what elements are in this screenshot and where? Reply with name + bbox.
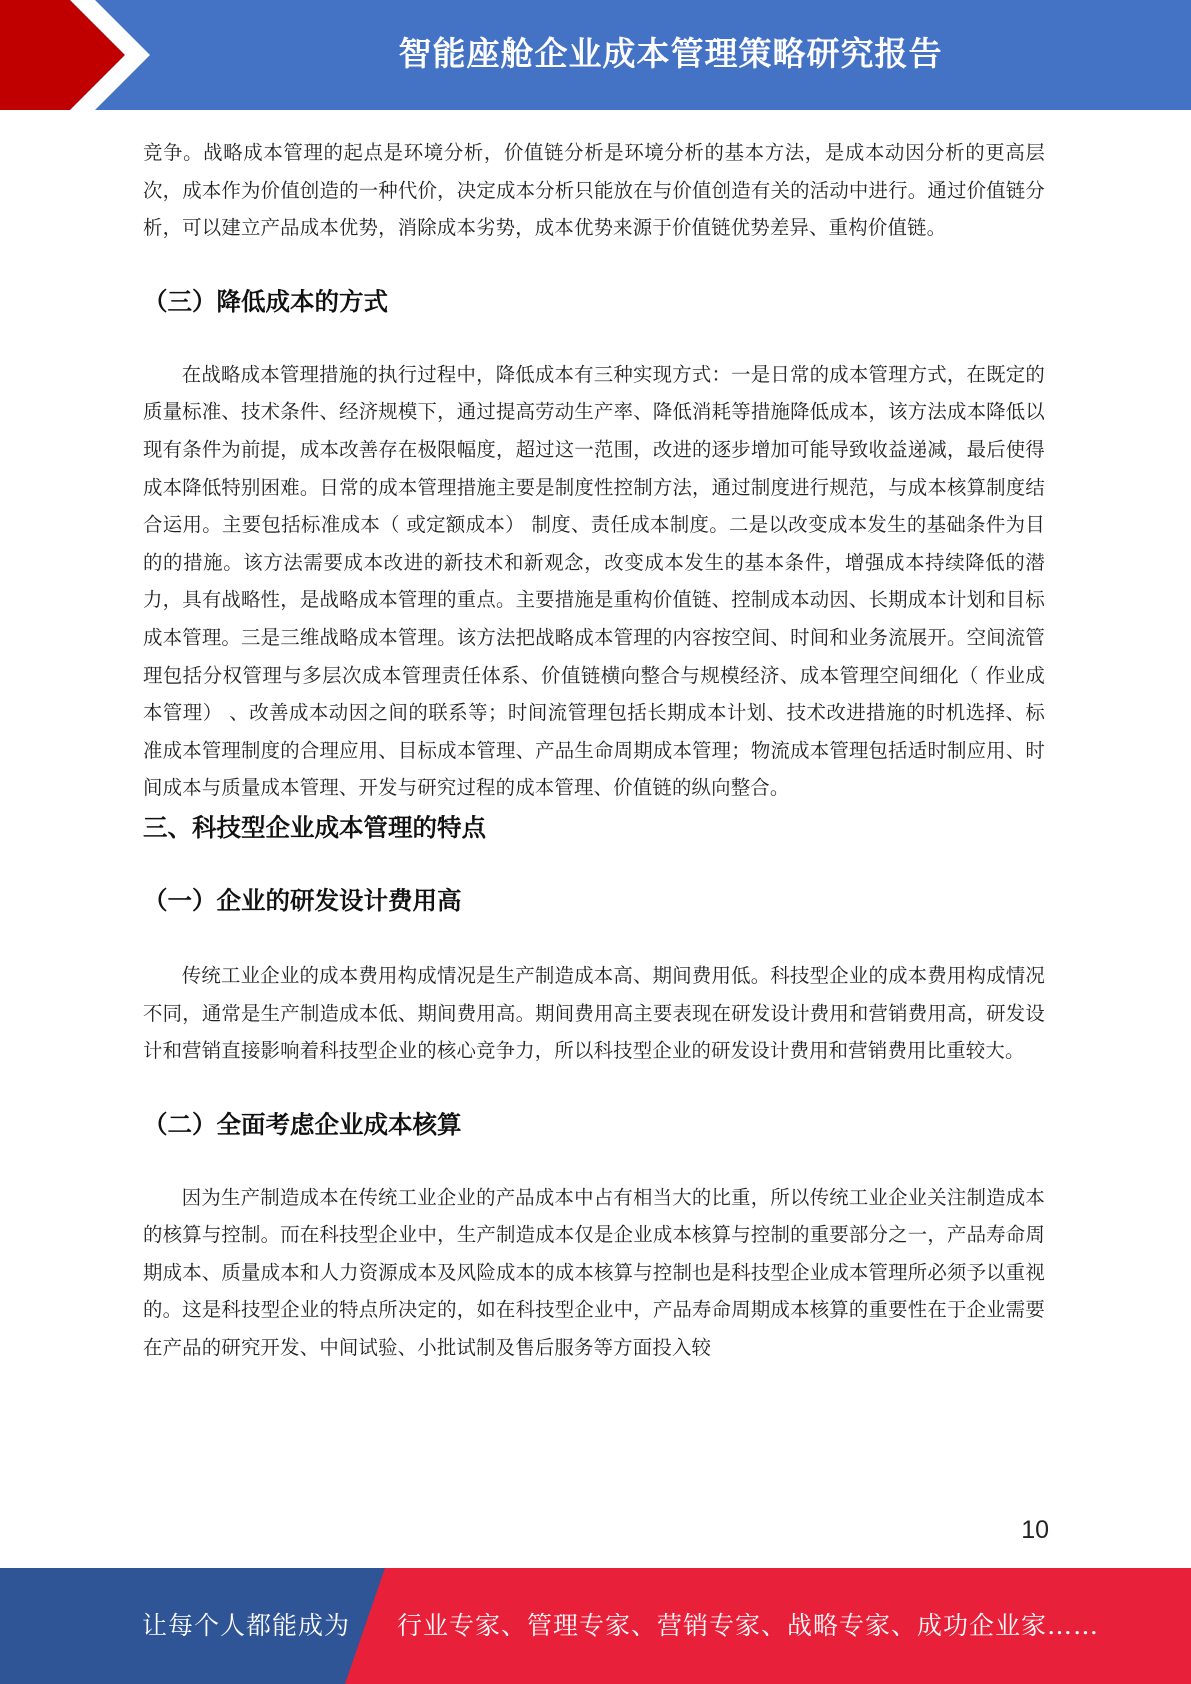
page-footer — [0, 1568, 1191, 1684]
body-paragraph-reduce-cost: 在战略成本管理措施的执行过程中，降低成本有三种实现方式：一是日常的成本管理方式，在既定的质量标准、技术条件、经济规模下，通过提高劳动生产率、降低消耗等措施降低成本，该方法成本降低以现有条件为前提，成本改善存在极限幅度，超过这一范围，改进的逐步增加可能导致收益递减，最后使得成本降低特别困难。日常的成本管理措施主要是制度性控制方法，通过制度进行规范，与成本核算制度结合运用。主要包括标准成本（ 或定额成本） 制度、责任成本制度。二是以改变成本发生的基础条件为目的的措施。该方法需要成本改进的新技术和新观念，改变成本发生的基本条件，增强成本持续降低的潜力，具有战略性，是战略成本管理的重点。主要措施是重构价值链、控制成本动因、长期成本计划和目标成本管理。三是三维战略成本管理。该方法把战略成本管理的内容按空间、时间和业务流展开。空间流管理包括分权管理与多层次成本管理责任体系、价值链横向整合与规模经济、成本管理空间细化（ 作业成本管理） 、改善成本动因之间的联系等；时间流管理包括长期成本计划、技术改进措施的时机选择、标准成本管理制度的合理应用、目标成本管理、产品生命周期成本管理；物流成本管理包括适时制应用、时间成本与质量成本管理、开发与研究过程的成本管理、价值链的纵向整合。 — [143, 362, 1045, 800]
page-header — [0, 0, 1191, 110]
report-title: 智能座舱企业成本管理策略研究报告 — [398, 34, 943, 73]
page-number: 10 — [1021, 1516, 1049, 1544]
section-heading-characteristics: 三、科技型企业成本管理的特点 — [143, 812, 486, 842]
subsection-heading-cost-accounting: （二）全面考虑企业成本核算 — [143, 1109, 462, 1139]
body-paragraph-continued: 竞争。战略成本管理的起点是环境分析，价值链分析是环境分析的基本方法，是成本动因分析的更高层次，成本作为价值创造的一种代价，决定成本分析只能放在与价值创造有关的活动中进行。通过价值链分析，可以建立产品成本优势，消除成本劣势，成本优势来源于价值链优势差异、重构价值链。 — [143, 141, 1045, 240]
page-content — [143, 134, 1045, 1367]
body-paragraph-rd-cost: 传统工业企业的成本费用构成情况是生产制造成本高、期间费用低。科技型企业的成本费用构成情况不同，通常是生产制造成本低、期间费用高。期间费用高主要表现在研发设计费用和营销费用高，研发设计和营销直接影响着科技型企业的核心竞争力，所以科技型企业的研发设计费用和营销费用比重较大。 — [143, 963, 1045, 1063]
footer-slogan-right: 行业专家、管理专家、营销专家、战略专家、成功企业家…… — [397, 1611, 1100, 1640]
header-chevron-decoration — [0, 0, 160, 110]
subsection-heading-reduce-cost: （三）降低成本的方式 — [143, 286, 388, 316]
footer-slogan-left: 让每个人都能成为 — [142, 1611, 351, 1640]
subsection-heading-rd-cost: （一）企业的研发设计费用高 — [143, 885, 462, 915]
body-paragraph-cost-accounting: 因为生产制造成本在传统工业企业的产品成本中占有相当大的比重，所以传统工业企业关注制造成本的核算与控制。而在科技型企业中，生产制造成本仅是企业成本核算与控制的重要部分之一，产品寿命周期成本、质量成本和人力资源成本及风险成本的成本核算与控制也是科技型企业成本管理所必须予以重视的。这是科技型企业的特点所决定的，如在科技型企业中，产品寿命周期成本核算的重要性在于企业需要在产品的研究开发、中间试验、小批试制及售后服务等方面投入较 — [143, 1185, 1045, 1360]
